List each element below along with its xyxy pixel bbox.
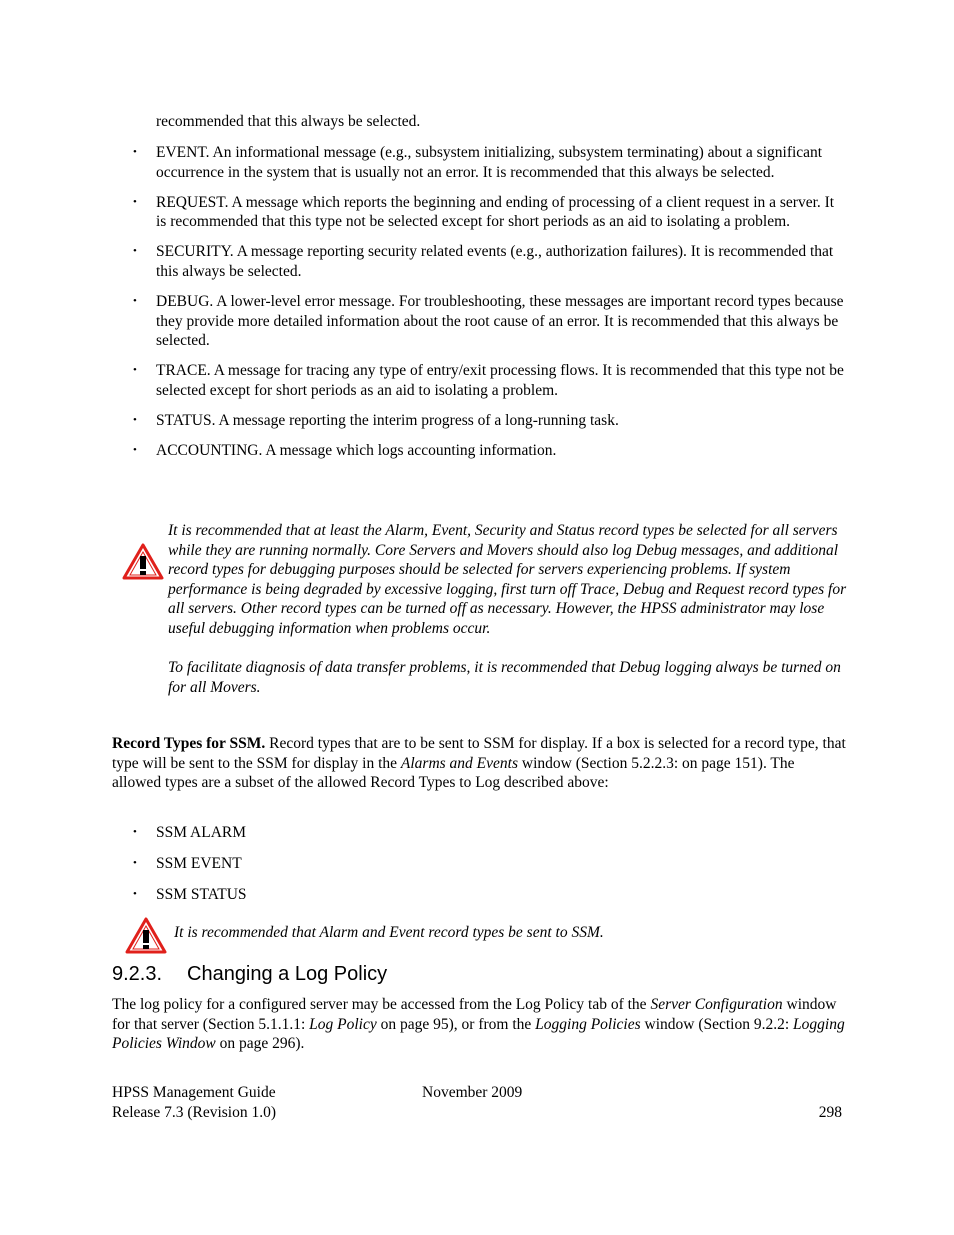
record-type-list: [130, 143, 846, 471]
bullet-icon: •: [133, 414, 137, 427]
body-text: The log policy for a configured server may be accessed from the Log Policy tab of the: [112, 996, 651, 1013]
footer-release: Release 7.3 (Revision 1.0): [112, 1104, 277, 1121]
record-type-desc: A message reporting security related events (e.g., authorization failures). It is recommended that this always be selected.: [156, 243, 834, 280]
record-type-desc: A message for tracing any type of entry/exit processing flows. It is recommended that this type not be selected except for short periods as an aid to isolating a problem.: [156, 362, 844, 399]
record-type-desc: A message reporting the interim progress of a long-running task.: [215, 412, 619, 430]
ssm-type: SSM STATUS: [156, 885, 247, 903]
list-item: [130, 854, 530, 874]
section-title: Changing a Log Policy: [187, 963, 388, 985]
body-text: window for that server (Section 5.1.1.1:: [112, 996, 837, 1033]
list-item: [130, 823, 530, 843]
warning-note-logging: [168, 521, 848, 697]
ssm-text: Record types that are to be sent to SSM for display. If a box is selected for a record type, that type will be sent to the SSM for display in the: [112, 735, 846, 772]
list-item: [130, 441, 846, 461]
record-type-desc: A lower-level error message. For troubleshooting, these messages are important record types because they provide more detailed information about the root cause of an error. It is recommended that this always be selected.: [156, 293, 844, 350]
record-type-name: STATUS.: [156, 412, 216, 430]
warning-paragraph: It is recommended that at least the Alarm, Event, Security and Status record types be selected for all servers while they are running normally. Core Servers and Movers should also log Debug messages, and additional record types for debugging purposes should be selected for servers experiencing problems. If system performance is being degraded by excessive logging, first turn off Trace, Debug and Request record types for all servers. Other record types can be turned off as necessary. However, the HPSS administrator may lose useful debugging information when problems occur.: [168, 522, 847, 637]
ssm-text: window (Section 5.2.2.3: on page 151). The allowed types are a subset of the allowed Record Types to Log described above:: [112, 754, 795, 792]
section-heading: [112, 960, 387, 988]
page-number: 298: [818, 1104, 842, 1121]
ssm-type: SSM EVENT: [156, 854, 242, 872]
warning-paragraph: To facilitate diagnosis of data transfer problems, it is recommended that Debug logging always be turned on for all Movers.: [168, 659, 841, 696]
section-number: 9.2.3.: [112, 963, 163, 985]
logging-policies-window-ref: Logging Policies Window: [112, 1015, 845, 1053]
record-type-name: DEBUG.: [156, 293, 214, 311]
log-policy-ref: Log Policy: [309, 1015, 377, 1033]
bullet-icon: •: [133, 826, 137, 838]
bullet-icon: •: [133, 295, 137, 308]
record-type-name: SECURITY.: [156, 243, 234, 261]
ssm-type-list: [130, 823, 530, 916]
ssm-record-types-paragraph: [112, 734, 847, 793]
record-type-desc: A message which reports the beginning and ending of processing of a client request in a server. It is recommended that this type not be selected except for short periods as an aid to isolating a problem.: [156, 193, 835, 231]
server-configuration-ref: Server Configuration: [650, 996, 783, 1013]
record-type-desc: An informational message (e.g., subsystem initializing, subsystem terminating) about a significant occurrence in the system that is usually not an error. It is recommended that this always be selected.: [156, 144, 823, 181]
continued-text: recommended that this always be selected.: [156, 113, 421, 130]
list-item: [130, 242, 846, 281]
ssm-type: SSM ALARM: [156, 824, 247, 841]
list-item: [130, 193, 846, 232]
body-text: on page 296).: [215, 1035, 305, 1053]
list-item: [130, 143, 846, 182]
alarms-events-ref: Alarms and Events: [400, 754, 518, 772]
footer-guide-title: HPSS Management Guide: [112, 1084, 276, 1101]
list-item: [130, 361, 846, 400]
body-text: window (Section 9.2.2:: [640, 1015, 794, 1033]
body-text: on page 95), or from the: [376, 1015, 536, 1033]
bullet-icon: •: [133, 245, 137, 258]
list-item: [130, 411, 846, 431]
bullet-icon: •: [133, 856, 137, 869]
record-type-name: ACCOUNTING.: [156, 442, 263, 460]
ssm-label: Record Types for SSM.: [112, 735, 266, 752]
bullet-icon: •: [133, 364, 137, 377]
record-type-name: TRACE.: [156, 362, 211, 380]
list-item: [130, 885, 530, 905]
record-type-desc: A message which logs accounting information.: [262, 442, 557, 460]
warning-note-ssm: It is recommended that Alarm and Event record types be sent to SSM.: [174, 924, 604, 941]
bullet-icon: •: [133, 887, 137, 900]
list-item: [130, 292, 846, 351]
record-type-name: EVENT.: [156, 144, 210, 161]
warning-triangle-icon: [122, 543, 164, 580]
record-type-name: REQUEST.: [156, 193, 229, 211]
warning-triangle-icon: [125, 917, 167, 954]
bullet-icon: •: [133, 195, 137, 208]
bullet-icon: •: [133, 146, 137, 158]
bullet-icon: •: [133, 444, 137, 457]
footer-date: November 2009: [422, 1084, 523, 1101]
log-policy-paragraph: [112, 995, 847, 1054]
logging-policies-ref: Logging Policies: [535, 1015, 641, 1033]
